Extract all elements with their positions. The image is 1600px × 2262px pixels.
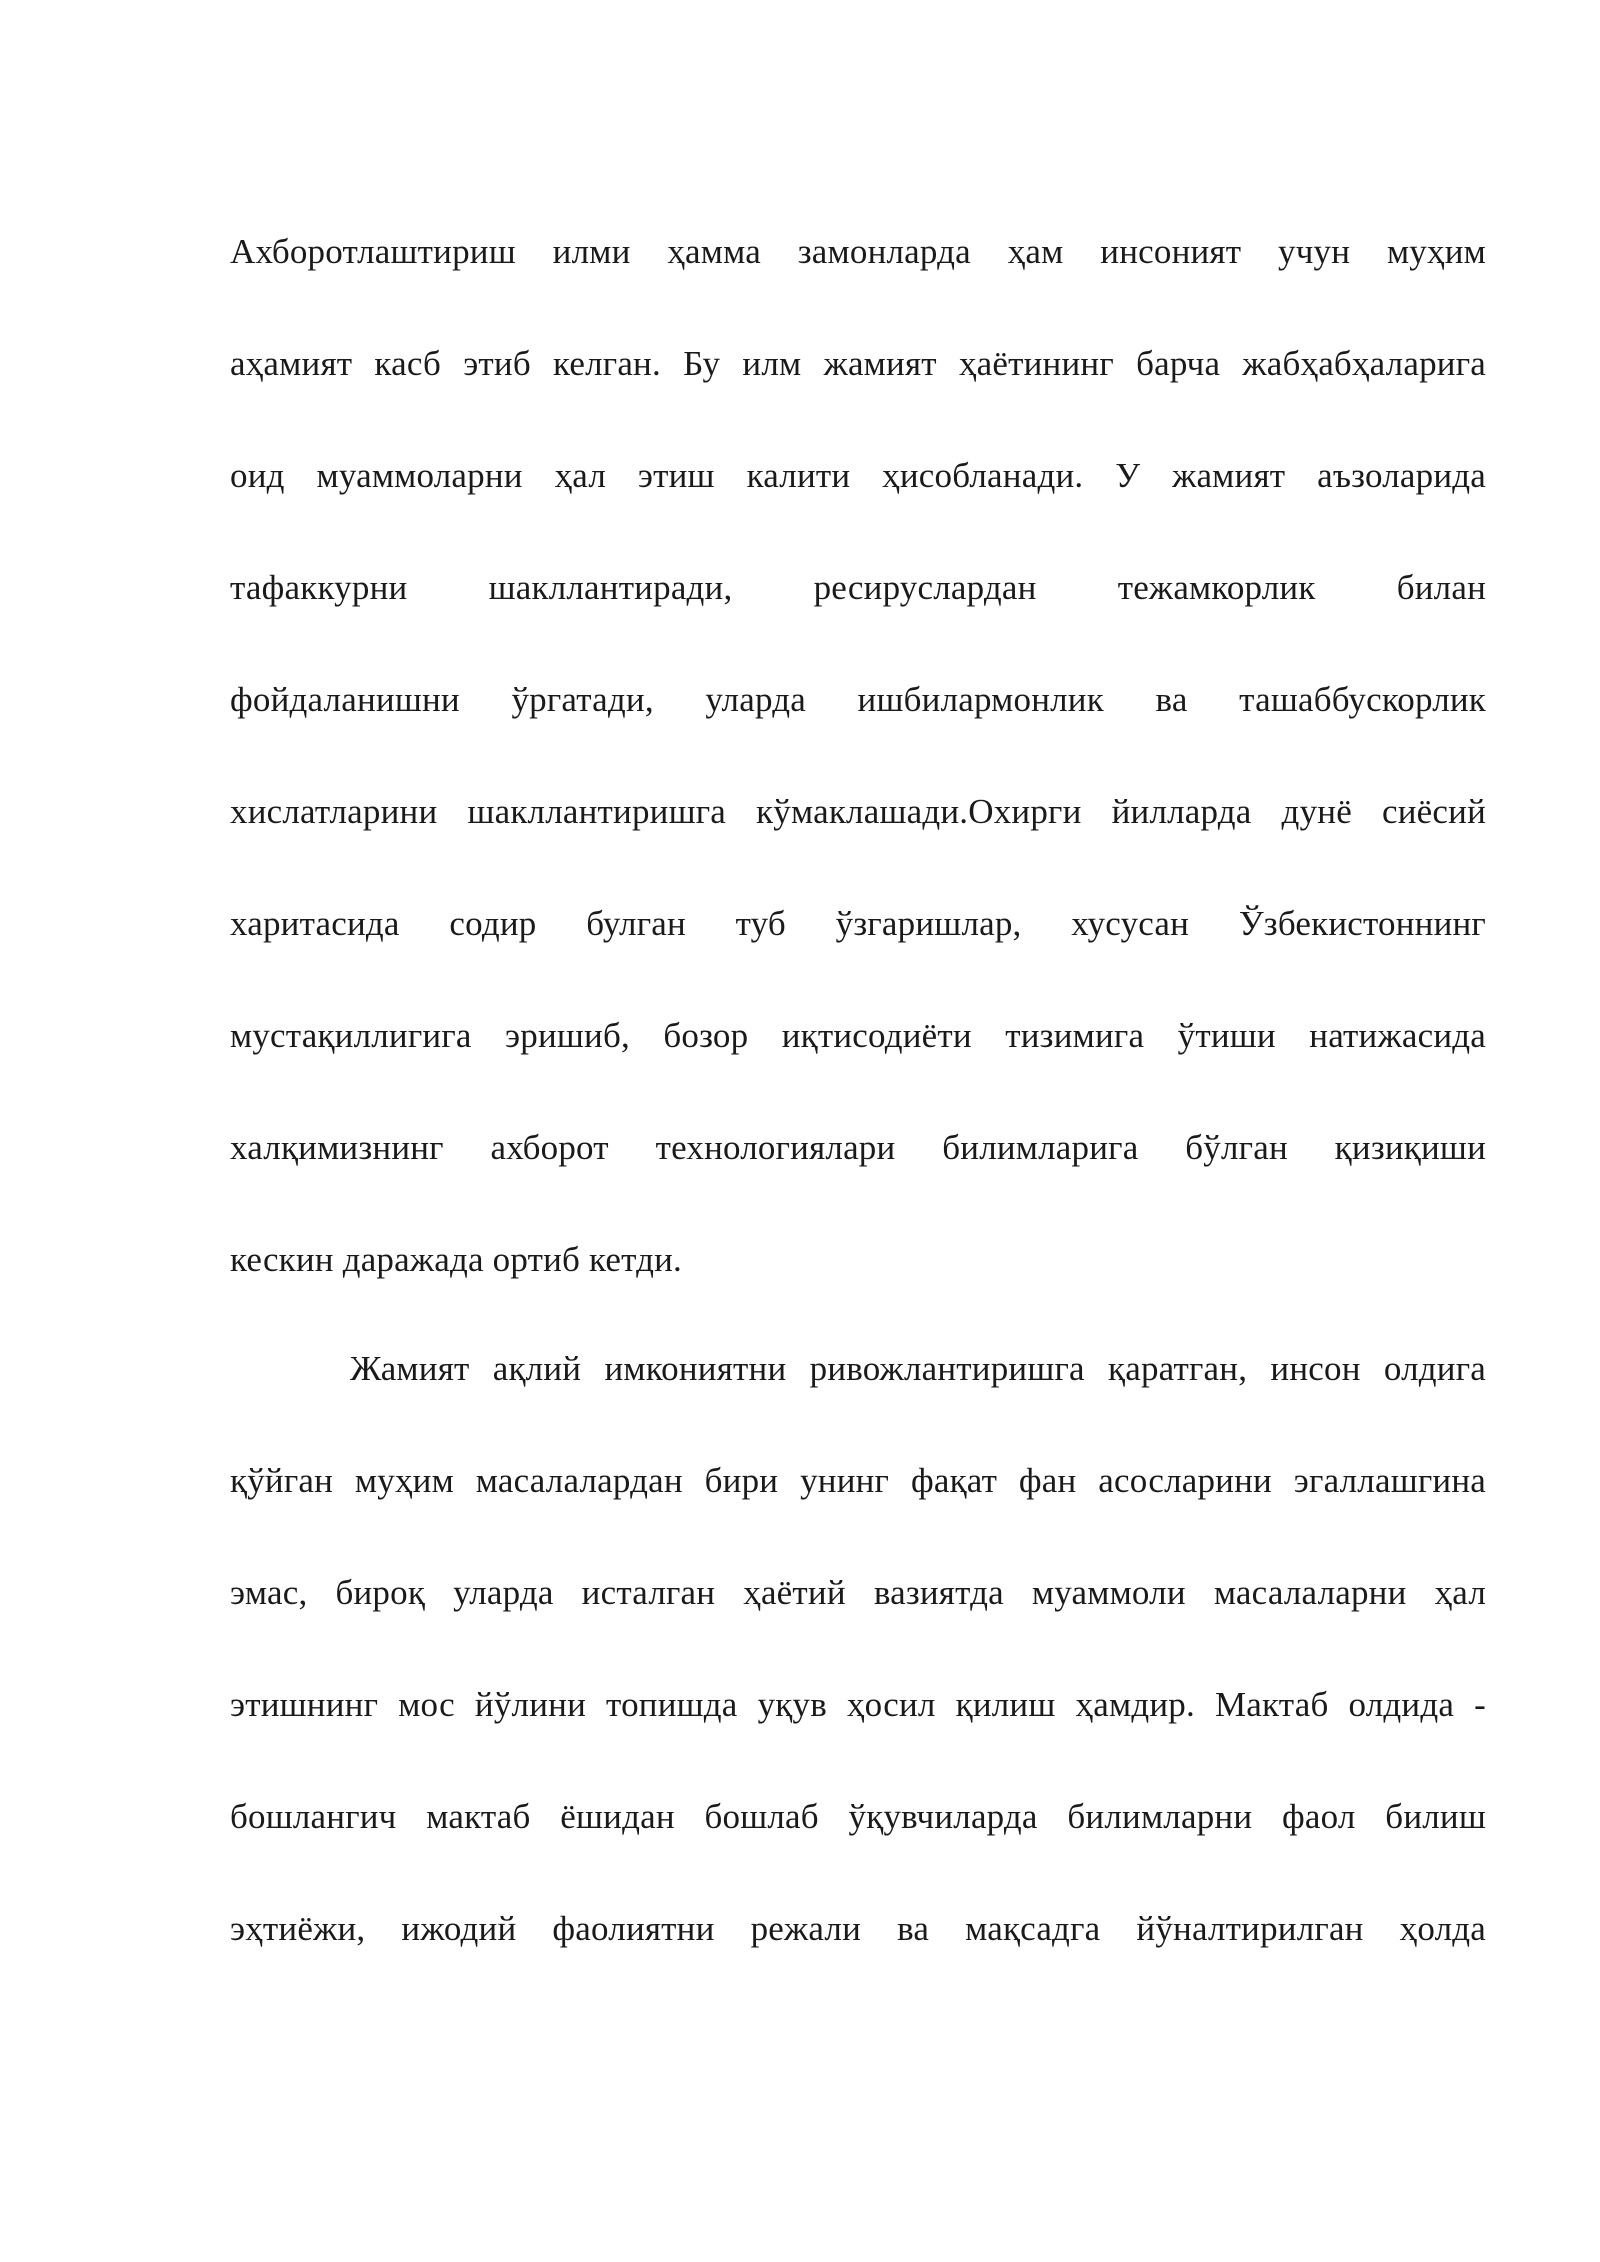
text-line: кескин даражада ортиб кетди. [230,1240,682,1279]
text-line: эҳтиёжи, ижодий фаолиятни режали ва мақсадга йўналтирилган ҳолда [230,1909,1486,1948]
text-line: фойдаланишни ўргатади, уларда ишбилармонлик ва ташаббускорлик [230,680,1486,719]
paragraph-1 [230,226,1486,1346]
text-line: тафаккурни шакллантиради, ресируслардан тежамкорлик билан [230,568,1486,607]
text-line: аҳамият касб этиб келган. Бу илм жамият ҳаётининг барча жабҳабҳаларига [230,344,1486,383]
paragraph-2 [230,1343,1486,2015]
text-line: мустақиллигига эришиб, бозор иқтисодиёти тизимига ўтиши натижасида [230,1016,1486,1055]
text-line: бошлангич мактаб ёшидан бошлаб ўқувчиларда билимларни фаол билиш [230,1797,1486,1836]
text-line: харитасида содир булган туб ўзгаришлар, хусусан Ўзбекистоннинг [230,904,1486,943]
text-line: Ахборотлаштириш илми ҳамма замонларда ҳам инсоният учун муҳим [230,232,1486,271]
text-line: этишнинг мос йўлини топишда уқув ҳосил қилиш ҳамдир. Мактаб олдида - [230,1685,1486,1724]
text-line: оид муаммоларни ҳал этиш калити ҳисобланади. У жамият аъзоларида [230,456,1486,495]
text-line: эмас, бироқ уларда исталган ҳаётий вазиятда муаммоли масалаларни ҳал [230,1573,1486,1612]
text-line: Жамият ақлий имкониятни ривожлантиришга қаратган, инсон олдига [350,1349,1486,1388]
text-line: қўйган муҳим масалалардан бири унинг фақат фан асосларини эгаллашгина [230,1461,1486,1500]
text-line: хислатларини шакллантиришга кўмаклашади.Охирги йилларда дунё сиёсий [230,792,1486,831]
text-line: халқимизнинг ахборот технологиялари билимларига бўлган қизиқиши [230,1128,1486,1167]
